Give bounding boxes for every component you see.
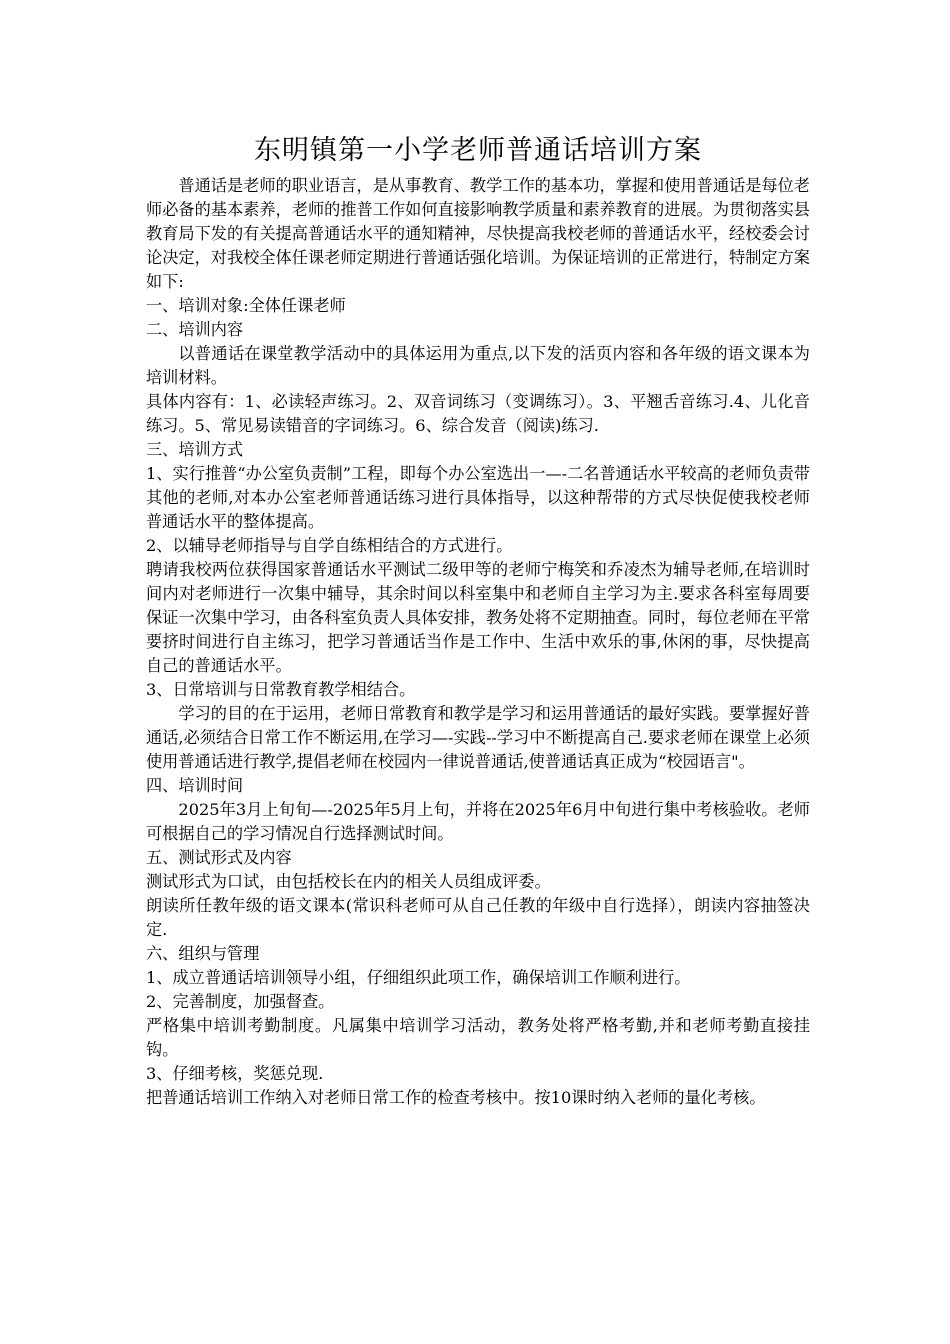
paragraph: 3、仔细考核，奖惩兑现. bbox=[146, 1064, 324, 1083]
paragraph: 二、培训内容 bbox=[146, 320, 244, 339]
paragraph: 3、日常培训与日常教育教学相结合。 bbox=[146, 680, 416, 699]
paragraph: 普通话是老师的职业语言，是从事教育、教学工作的基本功，掌握和使用普通话是每位老师必备的基本素养，老师的推普工作如何直接影响教学质量和素养教育的进展。为贯彻落实县教育局下发的有关提高普通话水平的通知精神，尽快提高我校老师的普通话水平，经校委会讨论决定，对我校全体任课老师定期进行普通话强化培训。为保证培训的正常进行，特制定方案如下: bbox=[146, 176, 810, 291]
paragraph: 六、组织与管理 bbox=[146, 944, 260, 963]
paragraph: 以普通话在课堂教学活动中的具体运用为重点,以下发的活页内容和各年级的语文课本为培训材料。 bbox=[146, 344, 810, 387]
paragraph: 聘请我校两位获得国家普通话水平测试二级甲等的老师宁梅笑和乔凌杰为辅导老师,在培训时间内对老师进行一次集中辅导，其余时间以科室集中和老师自主学习为主.要求各科室每周要保证一次集中学习，由各科室负责人具体安排，教务处将不定期抽查。同时，每位老师在平常要挤时间进行自主练习，把学习普通话当作是工作中、生活中欢乐的事,休闲的事，尽快提高自己的普通话水平。 bbox=[146, 560, 810, 675]
paragraph: 2、以辅导老师指导与自学自练相结合的方式进行。 bbox=[146, 536, 513, 555]
paragraph: 具体内容有：1、必读轻声练习。2、双音词练习（变调练习）。3、平翘舌音练习.4、儿化音练习。5、常见易读错音的字词练习。6、综合发音（阅读)练习. bbox=[146, 392, 810, 435]
paragraph-list bbox=[146, 174, 810, 1110]
paragraph: 朗读所任教年级的语文课本(常识科老师可从自己任教的年级中自行选择），朗读内容抽签决定. bbox=[146, 896, 810, 939]
paragraph: 2025年3月上旬旬—-2025年5月上旬，并将在2025年6月中旬进行集中考核验收。老师可根据自己的学习情况自行选择测试时间。 bbox=[146, 800, 810, 843]
paragraph: 严格集中培训考勤制度。凡属集中培训学习活动，教务处将严格考勤,并和老师考勤直接挂钩。 bbox=[146, 1016, 810, 1059]
paragraph: 三、培训方式 bbox=[146, 440, 244, 459]
paragraph: 2、完善制度，加强督查。 bbox=[146, 992, 335, 1011]
paragraph: 一、培训对象:全体任课老师 bbox=[146, 296, 346, 315]
paragraph: 学习的目的在于运用，老师日常教育和教学是学习和运用普通话的最好实践。要掌握好普通话,必须结合日常工作不断运用,在学习—-实践--学习中不断提高自己.要求老师在课堂上必须使用普通话进行教学,提倡老师在校园内一律说普通话,使普通话真正成为“校园语言"。 bbox=[146, 704, 810, 771]
paragraph: 1、成立普通话培训领导小组，仔细组织此项工作，确保培训工作顺利进行。 bbox=[146, 968, 691, 987]
document-body bbox=[146, 128, 810, 1110]
paragraph: 把普通话培训工作纳入对老师日常工作的检查考核中。按10课时纳入老师的量化考核。 bbox=[146, 1088, 766, 1107]
paragraph: 测试形式为口试，由包括校长在内的相关人员组成评委。 bbox=[146, 872, 551, 891]
document-title: 东明镇第一小学老师普通话培训方案 bbox=[254, 135, 702, 166]
paragraph: 四、培训时间 bbox=[146, 776, 244, 795]
paragraph: 1、实行推普“办公室负责制”工程，即每个办公室选出一—-二名普通话水平较高的老师负责带其他的老师,对本办公室老师普通话练习进行具体指导，以这种帮带的方式尽快促使我校老师普通话水平的整体提高。 bbox=[146, 464, 810, 531]
paragraph: 五、测试形式及内容 bbox=[146, 848, 292, 867]
